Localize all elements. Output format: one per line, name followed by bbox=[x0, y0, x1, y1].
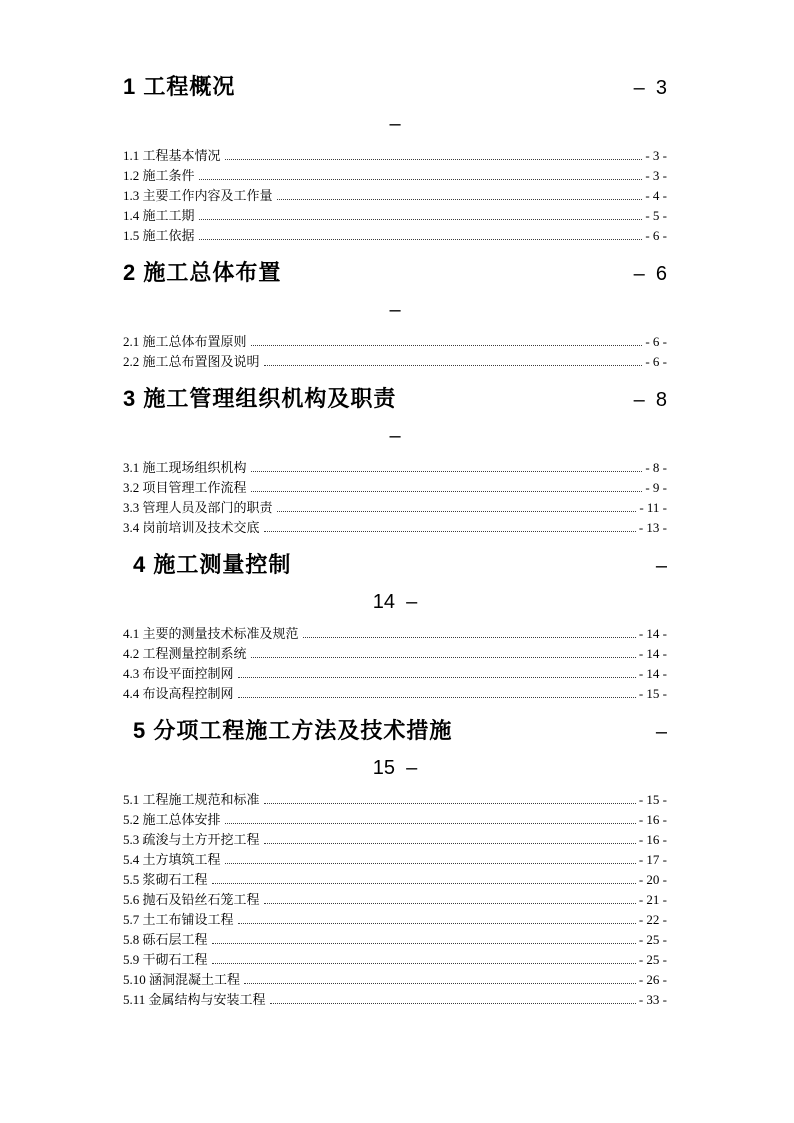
toc-entry-label: 5.3 疏浚与土方开挖工程 bbox=[123, 832, 260, 847]
toc-entry-label: 5.5 浆砌石工程 bbox=[123, 872, 208, 887]
toc-entry-page: - 11 - bbox=[639, 500, 667, 515]
toc-entry[interactable] bbox=[123, 350, 667, 370]
toc-entry[interactable] bbox=[123, 642, 667, 662]
toc-entry[interactable] bbox=[123, 828, 667, 848]
toc-entry[interactable] bbox=[123, 224, 667, 244]
dot-leader bbox=[264, 803, 636, 804]
dot-leader bbox=[303, 637, 636, 638]
toc-entry[interactable] bbox=[123, 908, 667, 928]
dot-leader bbox=[225, 159, 643, 160]
toc-entry-page: - 9 - bbox=[645, 480, 667, 495]
dot-leader bbox=[238, 697, 636, 698]
toc-entry[interactable] bbox=[123, 888, 667, 908]
toc-entry[interactable] bbox=[123, 476, 667, 496]
toc-entry-label: 5.2 施工总体安排 bbox=[123, 812, 221, 827]
dot-leader bbox=[238, 677, 636, 678]
dot-leader bbox=[277, 511, 637, 512]
toc-heading-1-page: – 3 bbox=[633, 77, 667, 99]
toc-entry-label: 4.4 布设高程控制网 bbox=[123, 686, 234, 701]
toc-entry-label: 1.2 施工条件 bbox=[123, 168, 195, 183]
dot-leader bbox=[238, 923, 636, 924]
toc-entry-page: - 5 - bbox=[645, 208, 667, 223]
toc-entries-5 bbox=[123, 788, 667, 1008]
toc-entry-label: 5.11 金属结构与安装工程 bbox=[123, 992, 266, 1007]
toc-entry-label: 5.9 干砌石工程 bbox=[123, 952, 208, 967]
dot-leader bbox=[264, 365, 643, 366]
toc-heading-1[interactable] bbox=[123, 72, 667, 102]
toc-entry[interactable] bbox=[123, 868, 667, 888]
toc-entries-4 bbox=[123, 622, 667, 702]
dot-leader bbox=[199, 179, 643, 180]
toc-entries-1 bbox=[123, 144, 667, 244]
toc-entry-page: - 14 - bbox=[638, 666, 667, 681]
toc-entry[interactable] bbox=[123, 988, 667, 1008]
toc-entry[interactable] bbox=[123, 622, 667, 642]
toc-content bbox=[123, 0, 667, 1008]
toc-heading-4-wrapped-page: 14 – bbox=[372, 591, 418, 613]
dot-leader bbox=[212, 883, 636, 884]
toc-entry-label: 1.5 施工依据 bbox=[123, 228, 195, 243]
toc-entry-label: 1.3 主要工作内容及工作量 bbox=[123, 188, 273, 203]
toc-entry-page: - 13 - bbox=[638, 520, 667, 535]
toc-section-4 bbox=[123, 550, 667, 702]
toc-heading-1-wrapped-page: – bbox=[389, 113, 401, 135]
toc-heading-5-page: – bbox=[655, 721, 667, 743]
dot-leader bbox=[225, 863, 636, 864]
toc-entry-label: 1.4 施工工期 bbox=[123, 208, 195, 223]
toc-entry-page: - 14 - bbox=[638, 646, 667, 661]
toc-heading-1-title: 1 工程概况 bbox=[123, 74, 236, 99]
toc-entry[interactable] bbox=[123, 788, 667, 808]
toc-heading-4[interactable] bbox=[123, 550, 667, 580]
toc-entry-page: - 33 - bbox=[638, 992, 667, 1007]
toc-entries-2 bbox=[123, 330, 667, 370]
toc-heading-2-title: 2 施工总体布置 bbox=[123, 260, 282, 285]
dot-leader bbox=[244, 983, 636, 984]
toc-heading-3-page: – 8 bbox=[633, 389, 667, 411]
toc-section-2 bbox=[123, 258, 667, 370]
toc-entry-page: - 15 - bbox=[638, 792, 667, 807]
toc-entry[interactable] bbox=[123, 330, 667, 350]
toc-entry-page: - 17 - bbox=[638, 852, 667, 867]
toc-entry-label: 5.1 工程施工规范和标准 bbox=[123, 792, 260, 807]
toc-entry-label: 4.1 主要的测量技术标准及规范 bbox=[123, 626, 299, 641]
toc-entry[interactable] bbox=[123, 682, 667, 702]
toc-entry-label: 5.8 砾石层工程 bbox=[123, 932, 208, 947]
toc-entry-page: - 26 - bbox=[638, 972, 667, 987]
toc-entry-page: - 3 - bbox=[645, 148, 667, 163]
dot-leader bbox=[264, 903, 636, 904]
toc-entry-page: - 21 - bbox=[638, 892, 667, 907]
toc-entry-label: 5.10 涵洞混凝土工程 bbox=[123, 972, 241, 987]
toc-entry[interactable] bbox=[123, 662, 667, 682]
toc-heading-2-wrapped-page: – bbox=[389, 299, 401, 321]
toc-entry-page: - 6 - bbox=[645, 228, 667, 243]
toc-entry[interactable] bbox=[123, 204, 667, 224]
toc-heading-5[interactable] bbox=[123, 716, 667, 746]
toc-entry-label: 2.2 施工总布置图及说明 bbox=[123, 354, 260, 369]
toc-entry[interactable] bbox=[123, 456, 667, 476]
toc-entry-label: 4.2 工程测量控制系统 bbox=[123, 646, 247, 661]
toc-entry-label: 5.7 土工布铺设工程 bbox=[123, 912, 234, 927]
dot-leader bbox=[251, 491, 643, 492]
toc-heading-4-title: 4 施工测量控制 bbox=[133, 552, 292, 577]
dot-leader bbox=[212, 963, 636, 964]
toc-entry[interactable] bbox=[123, 848, 667, 868]
toc-entry-label: 3.4 岗前培训及技术交底 bbox=[123, 520, 260, 535]
toc-heading-3-wrapped-page: – bbox=[389, 425, 401, 447]
toc-entry-label: 3.3 管理人员及部门的职责 bbox=[123, 500, 273, 515]
dot-leader bbox=[270, 1003, 636, 1004]
toc-entry[interactable] bbox=[123, 516, 667, 536]
toc-entry-page: - 16 - bbox=[638, 832, 667, 847]
toc-entry-page: - 20 - bbox=[638, 872, 667, 887]
toc-entry-label: 3.2 项目管理工作流程 bbox=[123, 480, 247, 495]
toc-entry-label: 5.6 抛石及铅丝石笼工程 bbox=[123, 892, 260, 907]
dot-leader bbox=[251, 345, 643, 346]
toc-entry[interactable] bbox=[123, 948, 667, 968]
toc-entry-page: - 8 - bbox=[645, 460, 667, 475]
dot-leader bbox=[264, 843, 636, 844]
toc-entry-label: 2.1 施工总体布置原则 bbox=[123, 334, 247, 349]
dot-leader bbox=[251, 471, 643, 472]
toc-heading-2-page: – 6 bbox=[633, 263, 667, 285]
toc-entry-page: - 22 - bbox=[638, 912, 667, 927]
toc-entry-page: - 6 - bbox=[645, 354, 667, 369]
toc-heading-4-page: – bbox=[655, 555, 667, 577]
toc-entry-label: 5.4 土方填筑工程 bbox=[123, 852, 221, 867]
toc-entry[interactable] bbox=[123, 496, 667, 516]
toc-heading-2[interactable] bbox=[123, 258, 667, 288]
toc-entry-page: - 4 - bbox=[645, 188, 667, 203]
toc-entry-page: - 25 - bbox=[638, 952, 667, 967]
toc-entry[interactable] bbox=[123, 164, 667, 184]
toc-section-1 bbox=[123, 72, 667, 244]
toc-entry[interactable] bbox=[123, 184, 667, 204]
dot-leader bbox=[264, 531, 636, 532]
toc-entry-label: 1.1 工程基本情况 bbox=[123, 148, 221, 163]
toc-heading-3-title: 3 施工管理组织机构及职责 bbox=[123, 386, 397, 411]
toc-entry-page: - 6 - bbox=[645, 334, 667, 349]
dot-leader bbox=[212, 943, 636, 944]
toc-entry-label: 4.3 布设平面控制网 bbox=[123, 666, 234, 681]
toc-entry-page: - 15 - bbox=[638, 686, 667, 701]
toc-entry-page: - 25 - bbox=[638, 932, 667, 947]
dot-leader bbox=[199, 219, 643, 220]
toc-heading-3[interactable] bbox=[123, 384, 667, 414]
toc-entry-page: - 16 - bbox=[638, 812, 667, 827]
toc-entry[interactable] bbox=[123, 968, 667, 988]
dot-leader bbox=[225, 823, 636, 824]
dot-leader bbox=[277, 199, 643, 200]
toc-section-5 bbox=[123, 716, 667, 1008]
toc-entry[interactable] bbox=[123, 928, 667, 948]
toc-heading-5-wrapped-page: 15 – bbox=[372, 757, 418, 779]
dot-leader bbox=[251, 657, 636, 658]
toc-section-3 bbox=[123, 384, 667, 536]
toc-entries-3 bbox=[123, 456, 667, 536]
dot-leader bbox=[199, 239, 643, 240]
toc-entry-label: 3.1 施工现场组织机构 bbox=[123, 460, 247, 475]
toc-heading-5-title: 5 分项工程施工方法及技术措施 bbox=[133, 718, 453, 743]
toc-entry[interactable] bbox=[123, 808, 667, 828]
toc-entry-page: - 14 - bbox=[638, 626, 667, 641]
toc-entry-page: - 3 - bbox=[645, 168, 667, 183]
toc-entry[interactable] bbox=[123, 144, 667, 164]
